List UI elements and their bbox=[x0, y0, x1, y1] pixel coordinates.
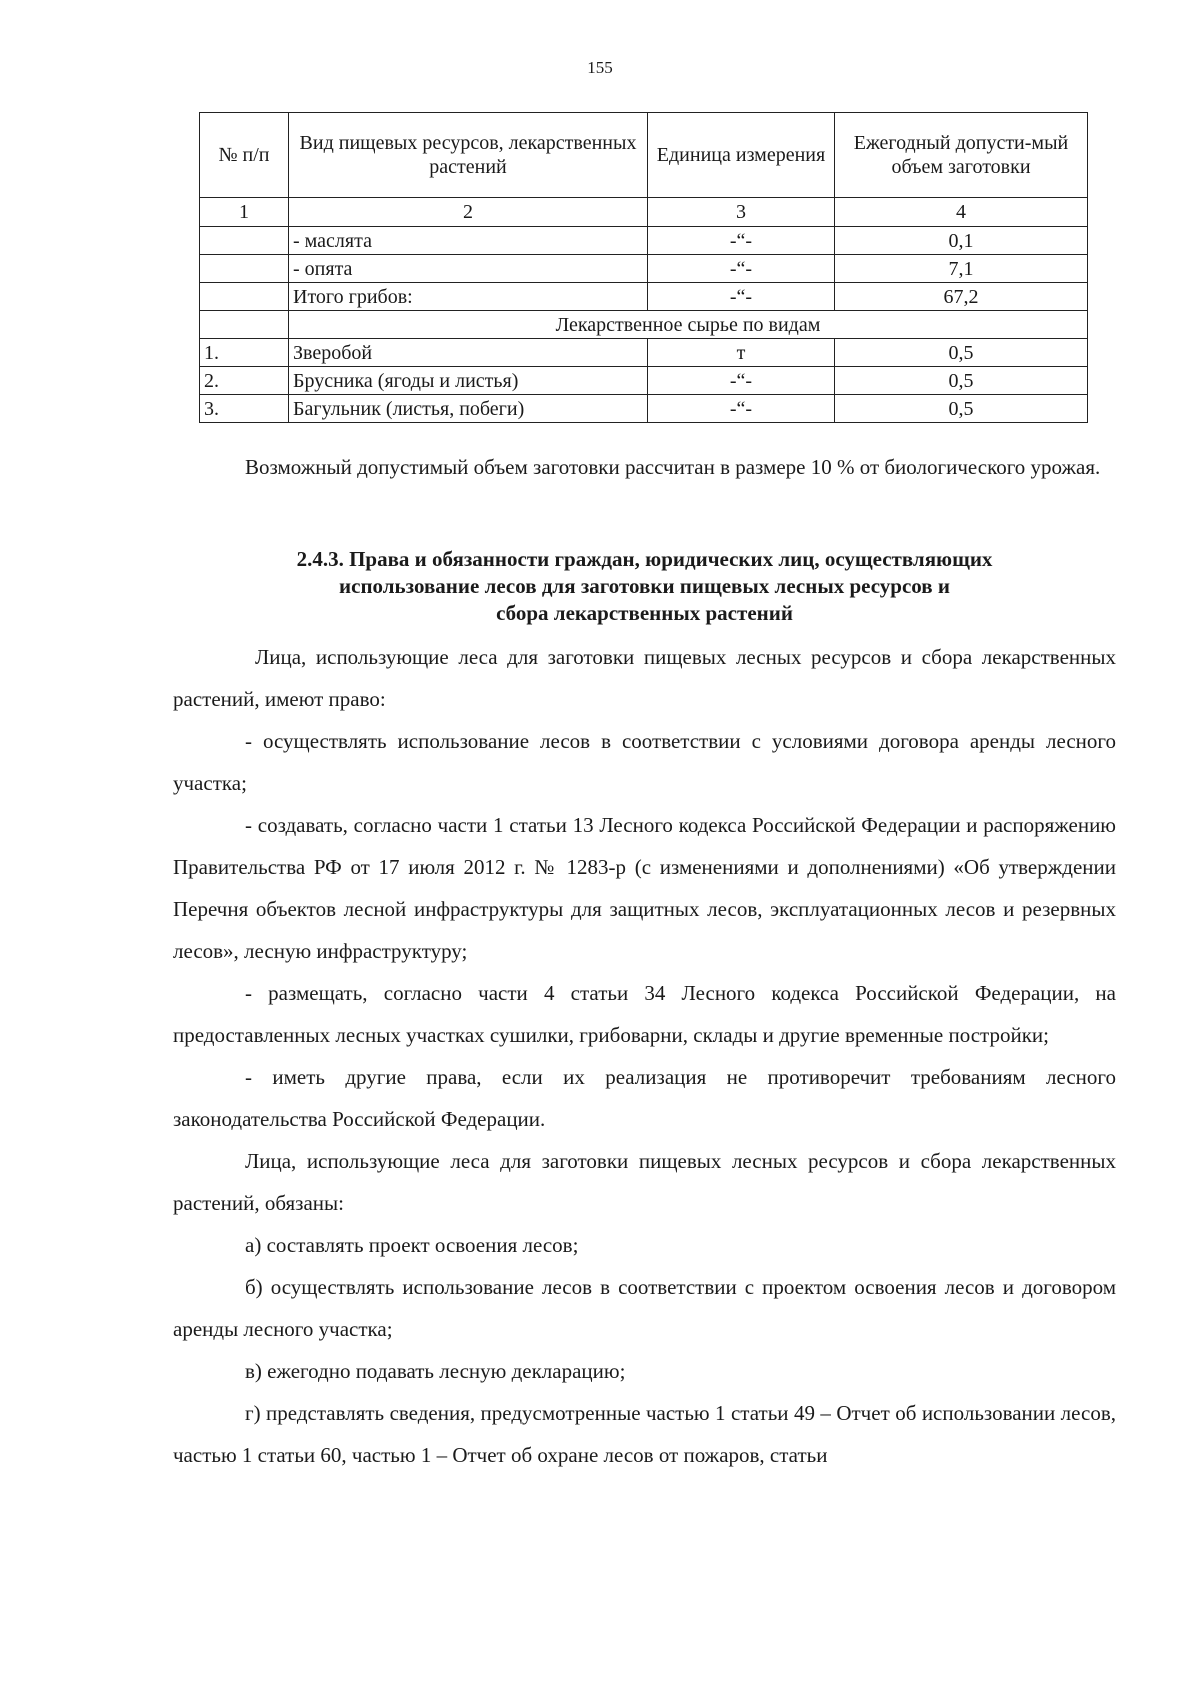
heading-line: использование лесов для заготовки пищевых лесных ресурсов и bbox=[339, 574, 950, 598]
row-name: - опята bbox=[289, 255, 648, 283]
header-annual-volume: Ежегодный допусти-мый объем заготовки bbox=[835, 113, 1088, 198]
section-empty-cell bbox=[200, 311, 289, 339]
paragraph: в) ежегодно подавать лесную декларацию; bbox=[245, 1359, 626, 1383]
paragraph: Лица, использующие леса для заготовки пищевых лесных ресурсов и сбора лекарственных растений, обязаны: bbox=[173, 1149, 1116, 1215]
paragraph: г) представлять сведения, предусмотренные частью 1 статьи 49 – Отчет об использовании лесов, частью 1 статьи 60, частью 1 – Отчет об охране лесов от пожаров, статьи bbox=[173, 1401, 1116, 1467]
paragraph: - осуществлять использование лесов в соответствии с условиями договора аренды лесного участка; bbox=[173, 729, 1116, 795]
row-value: 0,5 bbox=[835, 367, 1088, 395]
section-row bbox=[200, 311, 1088, 339]
paragraph: - иметь другие права, если их реализация не противоречит требованиям лесного законодательства Российской Федерации. bbox=[173, 1065, 1116, 1131]
page-number: 155 bbox=[587, 58, 613, 77]
table-header-row bbox=[200, 113, 1088, 198]
table-row bbox=[200, 367, 1088, 395]
resources-table bbox=[199, 112, 1088, 423]
paragraph: - создавать, согласно части 1 статьи 13 Лесного кодекса Российской Федерации и распоряжению Правительства РФ от 17 июля 2012 г. № 1283-р (с изменениями и дополнениями) «Об утверждении Перечня объектов лесной инфраструктуры для защитных лесов, эксплуатационных лесов и резервных лесов», лесную инфраструктуру; bbox=[173, 813, 1116, 963]
row-name: Зверобой bbox=[289, 339, 648, 367]
row-number: 2. bbox=[200, 367, 289, 395]
row-name: Багульник (листья, побеги) bbox=[289, 395, 648, 423]
row-number: 1. bbox=[200, 339, 289, 367]
paragraph: а) составлять проект освоения лесов; bbox=[245, 1233, 579, 1257]
column-number: 1 bbox=[200, 198, 289, 227]
column-numbers-row bbox=[200, 198, 1088, 227]
paragraph: Лица, использующие леса для заготовки пищевых лесных ресурсов и сбора лекарственных растений, имеют право: bbox=[173, 645, 1116, 711]
row-number bbox=[200, 255, 289, 283]
row-number: 3. bbox=[200, 395, 289, 423]
paragraph: - размещать, согласно части 4 статьи 34 Лесного кодекса Российской Федерации, на предоставленных лесных участках сушилки, грибоварни, склады и другие временные постройки; bbox=[173, 981, 1116, 1047]
table-row bbox=[200, 339, 1088, 367]
section-heading bbox=[173, 546, 1116, 627]
section-title: Лекарственное сырье по видам bbox=[289, 311, 1088, 339]
row-unit: -“- bbox=[648, 367, 835, 395]
row-value: 7,1 bbox=[835, 255, 1088, 283]
header-number: № п/п bbox=[200, 113, 289, 198]
column-number: 2 bbox=[289, 198, 648, 227]
table-row bbox=[200, 227, 1088, 255]
table-row bbox=[200, 255, 1088, 283]
note-paragraph: Возможный допустимый объем заготовки рассчитан в размере 10 % от биологического урожая. bbox=[245, 455, 1101, 479]
paragraph: б) осуществлять использование лесов в соответствии с проектом освоения лесов и договором аренды лесного участка; bbox=[173, 1275, 1116, 1341]
row-value: 0,5 bbox=[835, 339, 1088, 367]
heading-line: 2.4.3. Права и обязанности граждан, юридических лиц, осуществляющих bbox=[296, 547, 993, 571]
row-unit: т bbox=[648, 339, 835, 367]
row-value: 67,2 bbox=[835, 283, 1088, 311]
row-number bbox=[200, 283, 289, 311]
row-unit: -“- bbox=[648, 283, 835, 311]
body-text bbox=[173, 636, 1116, 1476]
column-number: 3 bbox=[648, 198, 835, 227]
row-value: 0,5 bbox=[835, 395, 1088, 423]
table-row bbox=[200, 283, 1088, 311]
row-value: 0,1 bbox=[835, 227, 1088, 255]
row-name: Брусника (ягоды и листья) bbox=[289, 367, 648, 395]
header-unit: Единица измерения bbox=[648, 113, 835, 198]
row-unit: -“- bbox=[648, 227, 835, 255]
column-number: 4 bbox=[835, 198, 1088, 227]
heading-line: сбора лекарственных растений bbox=[496, 601, 793, 625]
table-row bbox=[200, 395, 1088, 423]
row-name: Итого грибов: bbox=[289, 283, 648, 311]
row-name: - маслята bbox=[289, 227, 648, 255]
header-resource-type: Вид пищевых ресурсов, лекарственных растений bbox=[289, 113, 648, 198]
row-number bbox=[200, 227, 289, 255]
row-unit: -“- bbox=[648, 255, 835, 283]
row-unit: -“- bbox=[648, 395, 835, 423]
table-note bbox=[173, 446, 1116, 488]
